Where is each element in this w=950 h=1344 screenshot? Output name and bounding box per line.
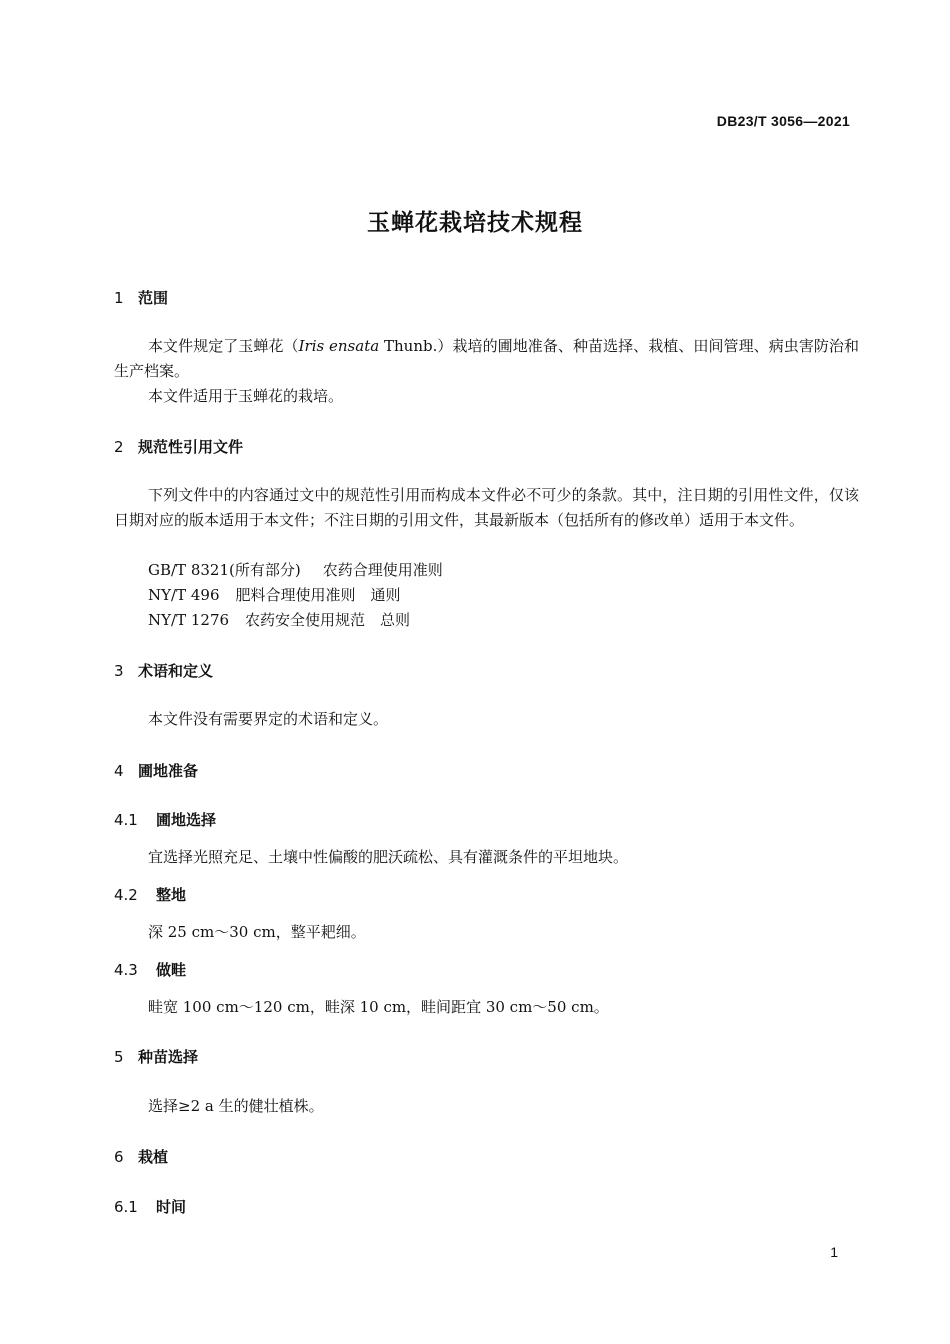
latin-name: Iris ensata <box>298 337 380 355</box>
subsection-title: 做畦 <box>156 961 187 979</box>
page-number: 1 <box>830 1244 838 1260</box>
document-code: DB23/T 3056—2021 <box>716 113 850 129</box>
section-title: 栽植 <box>138 1148 169 1166</box>
document-title: 玉蝉花栽培技术规程 <box>367 210 583 236</box>
section-title: 范围 <box>138 289 169 307</box>
subsection-number: 4.3 <box>114 961 138 979</box>
scope-text-a: 本文件规定了玉蝉花（ <box>148 337 299 355</box>
reference-item <box>148 608 410 633</box>
reference-item <box>148 583 401 608</box>
scope-paragraph <box>114 334 859 384</box>
seedling-selection-text: 选择≥2 a 生的健壮植株。 <box>148 1097 324 1115</box>
section-number: 6 <box>114 1148 124 1166</box>
section-number: 2 <box>114 438 124 456</box>
reference-item <box>148 558 443 583</box>
normative-references-text: 下列文件中的内容通过文中的规范性引用而构成本文件必不可少的条款。其中，注日期的引用性文件，仅该日期对应的版本适用于本文件；不注日期的引用文件，其最新版本（包括所有的修改单）适用于本文件。 <box>114 486 859 529</box>
section-title: 规范性引用文件 <box>138 438 244 456</box>
reference-name: 肥料合理使用准则 通则 <box>235 586 401 604</box>
section-2-heading <box>114 436 243 457</box>
scope-text-b: Thunb.）栽培的圃地准备、种苗选择、栽植、田间管理、病虫害防治和生产档案。 <box>114 337 859 380</box>
subsection-4-2-heading <box>114 884 186 905</box>
terms-paragraph: 本文件没有需要界定的术语和定义。 <box>148 710 389 728</box>
subsection-number: 6.1 <box>114 1198 138 1216</box>
reference-code: NY/T 1276 <box>148 611 230 629</box>
section-title: 种苗选择 <box>138 1048 199 1066</box>
section-number: 4 <box>114 762 124 780</box>
section-3-heading <box>114 660 213 681</box>
scope-applicability: 本文件适用于玉蝉花的栽培。 <box>148 387 344 405</box>
section-title: 圃地准备 <box>138 762 199 780</box>
section-number: 3 <box>114 662 124 680</box>
section-title: 术语和定义 <box>138 662 214 680</box>
reference-name: 农药安全使用规范 总则 <box>245 611 411 629</box>
section-number: 1 <box>114 289 124 307</box>
section-4-heading <box>114 760 198 781</box>
subsection-title: 圃地选择 <box>156 811 217 829</box>
subsection-4-3-heading <box>114 959 186 980</box>
subsection-4-2-text: 深 25 cm～30 cm，整平耙细。 <box>148 923 366 941</box>
subsection-title: 整地 <box>156 886 187 904</box>
subsection-4-3-text: 畦宽 100 cm～120 cm，畦深 10 cm，畦间距宜 30 cm～50 cm。 <box>148 998 609 1016</box>
subsection-number: 4.2 <box>114 886 138 904</box>
subsection-number: 4.1 <box>114 811 138 829</box>
section-1-heading <box>114 287 168 308</box>
reference-name: 农药合理使用准则 <box>322 561 443 579</box>
reference-code: NY/T 496 <box>148 586 220 604</box>
subsection-4-1-heading <box>114 809 216 830</box>
section-6-heading <box>114 1146 168 1167</box>
section-number: 5 <box>114 1048 124 1066</box>
reference-code: GB/T 8321(所有部分) <box>148 561 301 579</box>
subsection-6-1-heading <box>114 1196 186 1217</box>
section-5-heading <box>114 1046 198 1067</box>
subsection-title: 时间 <box>156 1198 187 1216</box>
subsection-4-1-text: 宜选择光照充足、土壤中性偏酸的肥沃疏松、具有灌溉条件的平坦地块。 <box>148 848 629 866</box>
normative-references-paragraph <box>114 483 859 533</box>
